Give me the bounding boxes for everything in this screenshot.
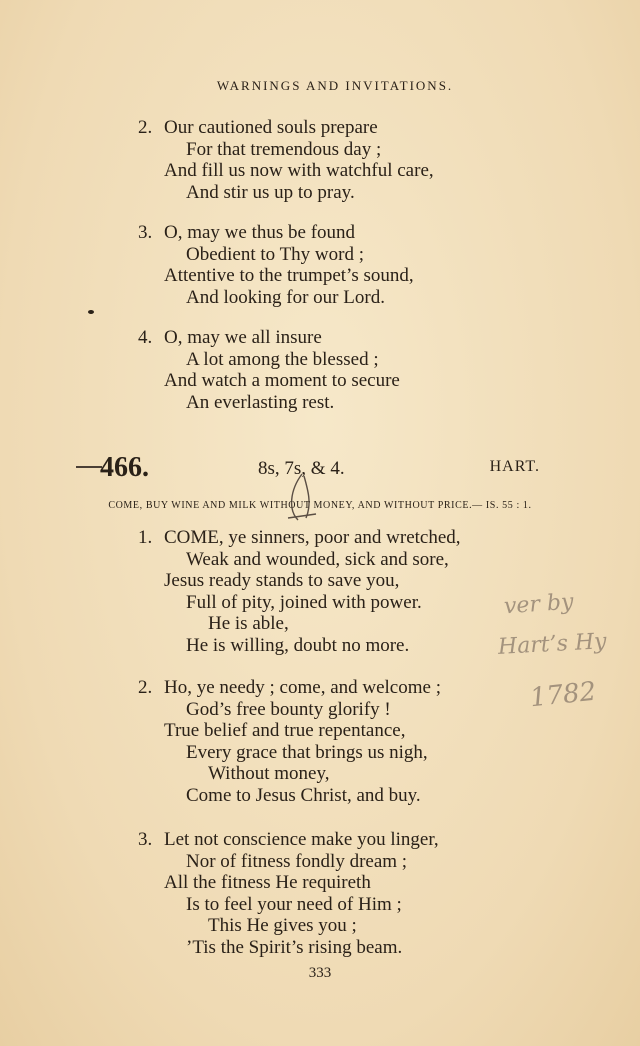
stanza-line: ’Tis the Spirit’s rising beam. bbox=[186, 936, 403, 958]
stanza-line: 3. O, may we thus be found bbox=[138, 222, 356, 243]
stanza-line: Attentive to the trumpet’s sound, bbox=[164, 265, 414, 286]
stanza-line: And looking for our Lord. bbox=[186, 286, 385, 308]
stanza-hymn-3 bbox=[138, 829, 439, 958]
stanza-line: 3. Let not conscience make you linger, bbox=[138, 829, 439, 850]
stanza-line: Weak and wounded, sick and sore, bbox=[186, 548, 449, 570]
stanza-line: This He gives you ; bbox=[208, 915, 357, 936]
stanza-line: Come to Jesus Christ, and buy. bbox=[186, 784, 421, 806]
handwritten-note-1: ver by bbox=[503, 589, 575, 620]
handwritten-year: 1782 bbox=[528, 676, 598, 714]
stanza-line: A lot among the blessed ; bbox=[186, 348, 379, 370]
stanza-line: He is willing, doubt no more. bbox=[186, 634, 410, 656]
stanza-line: Every grace that brings us nigh, bbox=[186, 741, 428, 763]
stanza-line: An everlasting rest. bbox=[186, 391, 335, 413]
stanza-line: And fill us now with watchful care, bbox=[164, 160, 434, 181]
hymn-meter: 8s, 7s, & 4. bbox=[258, 458, 345, 479]
stanza-number: 2. bbox=[138, 117, 153, 138]
stanza-top-4 bbox=[138, 327, 400, 413]
stanza-number: 1. bbox=[138, 527, 153, 548]
stanza-line: He is able, bbox=[208, 613, 289, 634]
stanza-line: Without money, bbox=[208, 763, 330, 784]
scripture-reference: COME, BUY WINE AND MILK WITHOUT MONEY, AND WITHOUT PRICE.— IS. 55 : 1. bbox=[108, 500, 532, 511]
stanza-line: 2. Our cautioned souls prepare bbox=[138, 117, 378, 138]
stanza-line: 1. COME, ye sinners, poor and wretched, bbox=[138, 527, 461, 548]
running-head: WARNINGS AND INVITATIONS. bbox=[216, 78, 454, 93]
stanza-hymn-2 bbox=[138, 677, 441, 806]
stanza-line: 2. Ho, ye needy ; come, and welcome ; bbox=[138, 677, 441, 698]
stanza-line: God’s free bounty glorify ! bbox=[186, 698, 391, 720]
stanza-number: 3. bbox=[138, 222, 153, 243]
stanza-line: And stir us up to pray. bbox=[186, 181, 355, 203]
stanza-line: Obedient to Thy word ; bbox=[186, 243, 365, 265]
hymn-author: HART. bbox=[489, 458, 540, 475]
stanza-line: Full of pity, joined with power. bbox=[186, 591, 422, 613]
stanza-top-3 bbox=[138, 222, 414, 308]
stanza-line: Nor of fitness fondly dream ; bbox=[186, 850, 408, 872]
stanza-number: 2. bbox=[138, 677, 153, 698]
stanza-line: 4. O, may we all insure bbox=[138, 327, 322, 348]
stanza-line: And watch a moment to secure bbox=[164, 370, 400, 391]
stanza-line: Is to feel your need of Him ; bbox=[186, 893, 402, 915]
stanza-line: Jesus ready stands to save you, bbox=[164, 570, 400, 591]
stanza-top-2 bbox=[138, 117, 434, 203]
ink-mark bbox=[87, 309, 95, 315]
stanza-line: All the fitness He requireth bbox=[164, 872, 371, 893]
stanza-line: For that tremendous day ; bbox=[186, 138, 382, 160]
hymn-number: 466. bbox=[100, 452, 149, 483]
handwritten-note-2: Hart’s Hy bbox=[497, 629, 608, 660]
page-number: 333 bbox=[308, 965, 332, 981]
pencil-scribble-mark bbox=[282, 470, 322, 526]
stanza-number: 3. bbox=[138, 829, 153, 850]
stanza-number: 4. bbox=[138, 327, 153, 348]
stanza-hymn-1 bbox=[138, 527, 461, 656]
stanza-line: True belief and true repentance, bbox=[164, 720, 406, 741]
